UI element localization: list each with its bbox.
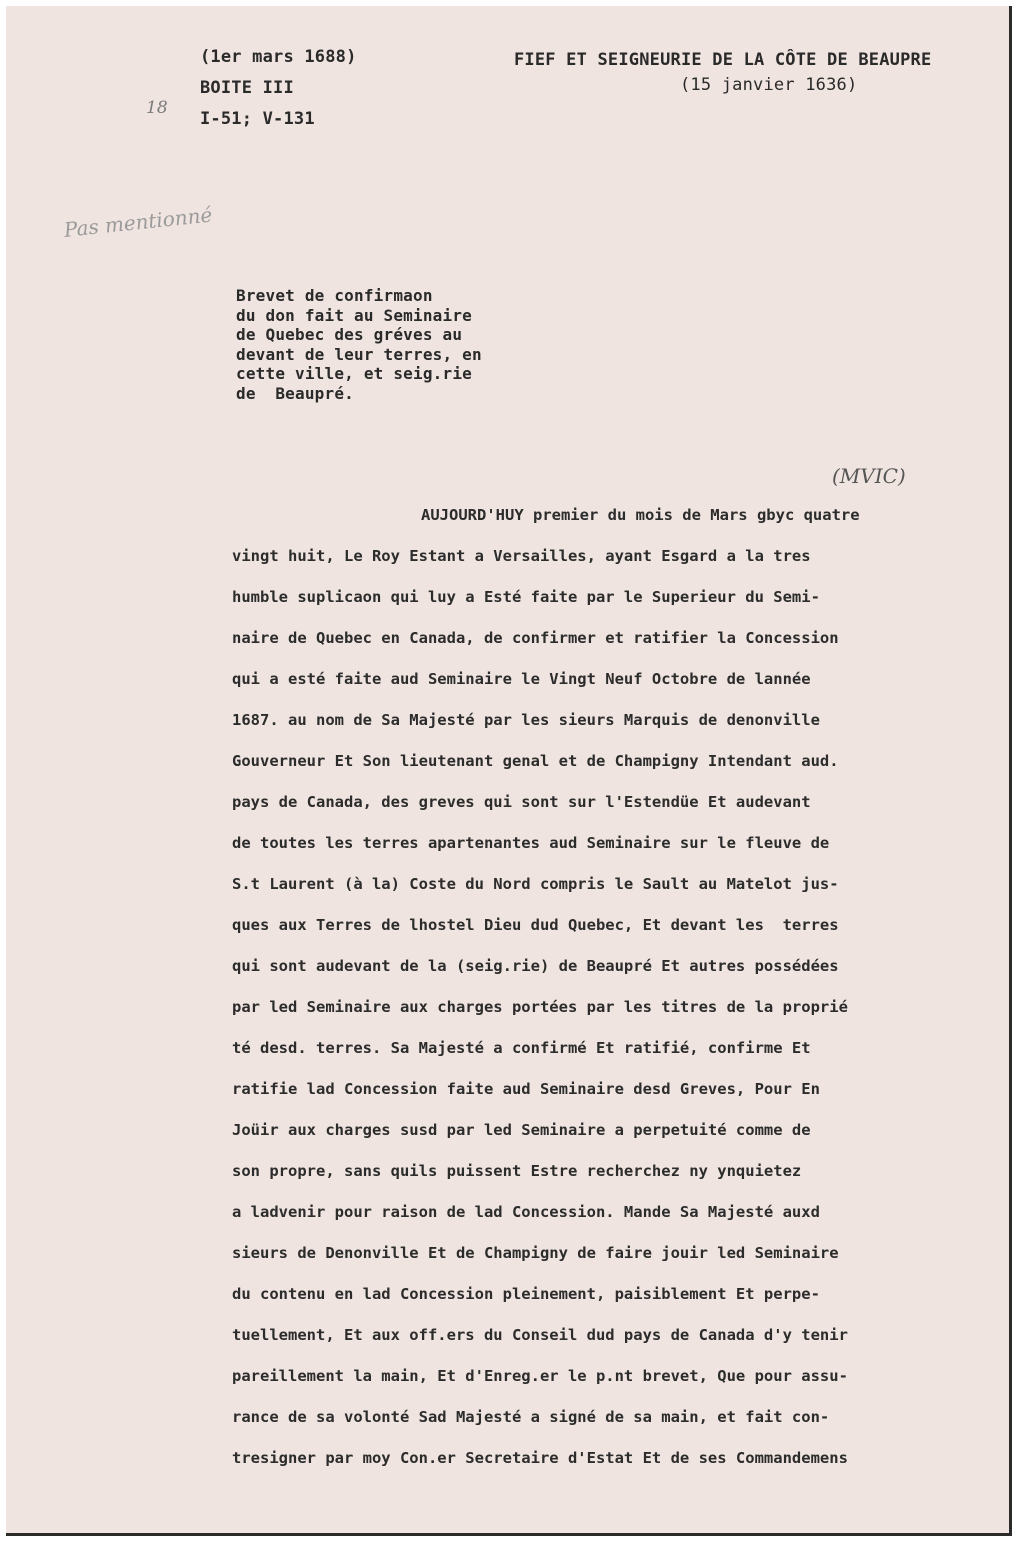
header-left <box>200 42 357 135</box>
fief-date: (15 janvier 1636) <box>680 75 858 95</box>
body-line: tuellement, Et aux off.ers du Conseil dud pays de Canada d'y tenir <box>232 1326 848 1344</box>
body-line: AUJOURD'HUY premier du mois de Mars gbyc quatre <box>421 506 860 524</box>
body-line: qui a esté faite aud Seminaire le Vingt Neuf Octobre de lannée <box>232 670 811 688</box>
body-line: du contenu en lad Concession pleinement, paisiblement Et perpe- <box>232 1285 820 1303</box>
body-line: ratifie lad Concession faite aud Seminaire desd Greves, Pour En <box>232 1080 820 1098</box>
header-right <box>514 48 931 98</box>
document-page <box>6 6 1012 1536</box>
body-line: humble suplicaon qui luy a Esté faite par le Superieur du Semi- <box>232 588 820 606</box>
body-line: 1687. au nom de Sa Majesté par les sieurs Marquis de denonville <box>232 711 820 729</box>
body-line: tresigner par moy Con.er Secretaire d'Estat Et de ses Commandemens <box>232 1449 848 1467</box>
body-line: son propre, sans quils puissent Estre recherchez ny ynquietez <box>232 1162 802 1180</box>
body-line: vingt huit, Le Roy Estant a Versailles, ayant Esgard a la tres <box>232 547 811 565</box>
reference-codes: I-51; V-131 <box>200 109 315 129</box>
body-line: naire de Quebec en Canada, de confirmer et ratifier la Concession <box>232 629 839 647</box>
handwritten-note: Pas mentionné <box>62 202 214 242</box>
body-line: té desd. terres. Sa Majesté a confirmé Et ratifié, confirme Et <box>232 1039 811 1057</box>
handwritten-number: 18 <box>146 98 168 118</box>
summary-line: de Quebec des gréves au <box>236 325 463 344</box>
body-line: Gouverneur Et Son lieutenant genal et de Champigny Intendant aud. <box>232 752 839 770</box>
summary-line: Brevet de confirmaon <box>236 286 433 305</box>
summary-line: de Beaupré. <box>236 383 354 403</box>
body-line: S.t Laurent (à la) Coste du Nord compris le Sault au Matelot jus- <box>232 875 839 893</box>
summary-line: du don fait au Seminaire <box>236 305 472 325</box>
body-line: pays de Canada, des greves qui sont sur l'Estendüe Et audevant <box>232 793 811 811</box>
body-line: de toutes les terres apartenantes aud Seminaire sur le fleuve de <box>232 834 830 852</box>
body-line: rance de sa volonté Sad Majesté a signé de sa main, et fait con- <box>232 1408 830 1426</box>
summary-block <box>236 286 482 403</box>
body-line: par led Seminaire aux charges portées par les titres de la proprié <box>232 998 848 1016</box>
body-text <box>232 495 1002 1479</box>
body-line: pareillement la main, Et d'Enreg.er le p.nt brevet, Que pour assu- <box>232 1367 848 1385</box>
body-line: ques aux Terres de lhostel Dieu dud Quebec, Et devant les terres <box>232 916 839 934</box>
document-date: (1er mars 1688) <box>200 47 357 67</box>
body-line: Joüir aux charges susd par led Seminaire a perpetuité comme de <box>232 1121 811 1139</box>
box-label: BOITE III <box>200 78 294 98</box>
summary-line: cette ville, et seig.rie <box>236 364 472 383</box>
body-line: sieurs de Denonville Et de Champigny de faire jouir led Seminaire <box>232 1244 839 1262</box>
summary-line: devant de leur terres, en <box>236 344 482 364</box>
body-line: qui sont audevant de la (seig.rie) de Beaupré Et autres possédées <box>232 957 839 975</box>
fief-title: FIEF ET SEIGNEURIE DE LA CÔTE DE BEAUPRE <box>514 50 932 70</box>
body-line: a ladvenir pour raison de lad Concession. Mande Sa Majesté auxd <box>232 1203 820 1221</box>
handwritten-margin-ref: (MVIC) <box>832 464 906 488</box>
